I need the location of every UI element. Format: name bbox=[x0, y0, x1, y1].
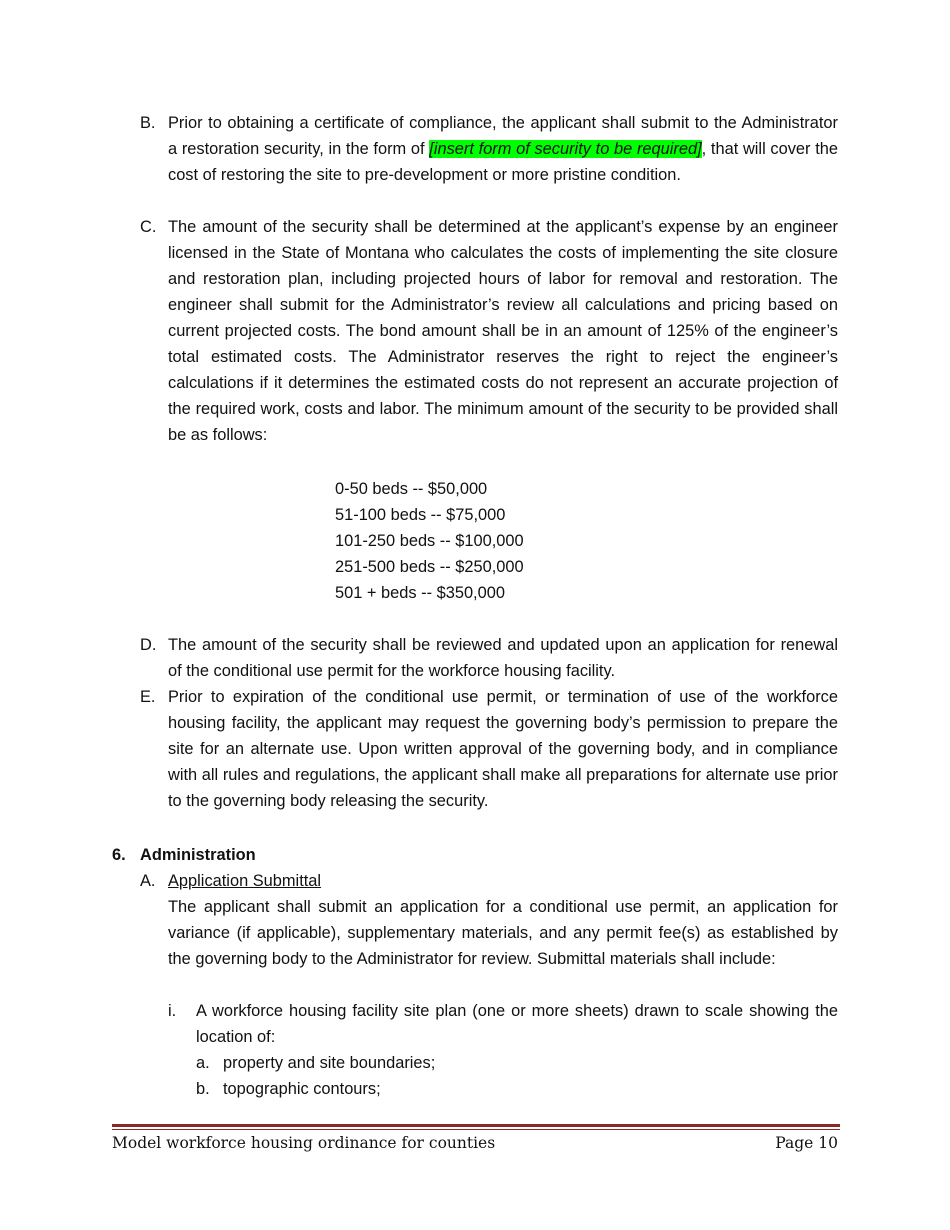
application-submittal-subheading bbox=[140, 868, 322, 894]
administration-heading bbox=[112, 842, 256, 868]
section-b-text: Prior to obtaining a certificate of compliance, the applicant shall submit to the Administrator a restoration security, in the form of [insert form of security to be required], that will cover the cost of restoring the site to pre-development or more pristine condition. bbox=[168, 114, 838, 184]
security-row: 501 + beds -- $350,000 bbox=[335, 584, 505, 602]
section-b bbox=[140, 110, 838, 188]
security-row: 0-50 beds -- $50,000 bbox=[335, 480, 488, 498]
security-amount-table bbox=[335, 476, 524, 606]
page-number: Page 10 bbox=[775, 1134, 838, 1152]
footer-title: Model workforce housing ordinance for counties bbox=[112, 1134, 496, 1152]
section-d bbox=[140, 632, 838, 684]
footer-rule bbox=[112, 1124, 840, 1127]
section-e-letter: E. bbox=[140, 688, 156, 706]
subheading-letter: A. bbox=[140, 872, 156, 890]
section-b-letter: B. bbox=[140, 114, 156, 132]
footer-rule-thin bbox=[112, 1129, 840, 1130]
application-submittal-text: The applicant shall submit an application for a conditional use permit, an application for variance (if applicable), supplementary materials, and any permit fee(s) as established by the governing body to the Administrator for review. Submittal materials shall include: bbox=[168, 898, 838, 968]
list-item: b. topographic contours; bbox=[196, 1080, 381, 1098]
security-row: 101-250 beds -- $100,000 bbox=[335, 532, 524, 550]
site-plan-item bbox=[168, 998, 838, 1050]
heading-title: Administration bbox=[140, 846, 256, 864]
subheading-title: Application Submittal bbox=[168, 872, 322, 890]
section-e-text: Prior to expiration of the conditional use permit, or termination of use of the workforce housing facility, the applicant may request the governing body’s permission to prepare the site for an alternate use. Upon written approval of the governing body, and in compliance with all rules and regulations, the applicant shall make all preparations for alternate use prior to the governing body releasing the security. bbox=[168, 688, 838, 810]
heading-number: 6. bbox=[112, 846, 126, 864]
section-d-text: The amount of the security shall be reviewed and updated upon an application for renewal of the conditional use permit for the workforce housing facility. bbox=[168, 636, 838, 680]
section-e bbox=[140, 684, 838, 814]
item-marker: i. bbox=[168, 1002, 177, 1020]
section-c-text: The amount of the security shall be determined at the applicant’s expense by an engineer licensed in the State of Montana who calculates the costs of implementing the site closure and restoration plan, including projected hours of labor for removal and restoration. The engineer shall submit for the Administrator’s review all calculations and pricing based on current projected costs. The bond amount shall be in an amount of 125% of the engineer’s total estimated costs. The Administrator reserves the right to reject the engineer’s calculations if it determines the estimated costs do not represent an accurate projection of the required work, costs and labor. The minimum amount of the security to be provided shall be as follows: bbox=[168, 218, 838, 444]
security-row: 51-100 beds -- $75,000 bbox=[335, 506, 506, 524]
list-item: a. property and site boundaries; bbox=[196, 1054, 436, 1072]
placeholder-highlight: [insert form of security to be required] bbox=[429, 140, 702, 158]
section-c bbox=[140, 214, 838, 448]
item-text: A workforce housing facility site plan (one or more sheets) drawn to scale showing the location of: bbox=[196, 1002, 838, 1046]
section-c-letter: C. bbox=[140, 218, 157, 236]
section-d-letter: D. bbox=[140, 636, 157, 654]
security-row: 251-500 beds -- $250,000 bbox=[335, 558, 524, 576]
